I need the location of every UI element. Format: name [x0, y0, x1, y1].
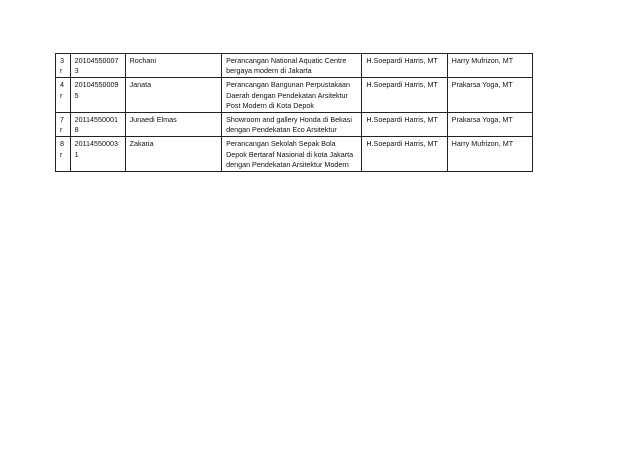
advisor-1: H.Soepardi Harris, MT [362, 113, 447, 137]
table-row [56, 78, 533, 113]
student-id: 201145500031 [70, 137, 125, 172]
advisor-2: Prakarsa Yoga, MT [447, 78, 532, 113]
row-number: 3r [56, 54, 71, 78]
student-name: Janata [125, 78, 222, 113]
student-id: 201045500095 [70, 78, 125, 113]
thesis-table [55, 53, 533, 172]
advisor-1: H.Soepardi Harris, MT [362, 137, 447, 172]
student-name: Junaedi Elmas [125, 113, 222, 137]
student-name: Rochani [125, 54, 222, 78]
table-row [56, 113, 533, 137]
row-number: 4r [56, 78, 71, 113]
row-number: 7r [56, 113, 71, 137]
student-id: 201145500018 [70, 113, 125, 137]
thesis-title: Perancangan Bangunan Perpustakaan Daerah dengan Pendekatan Arsitektur Post Modern di Kota Depok [222, 78, 362, 113]
table-row [56, 54, 533, 78]
thesis-title: Showroom and gallery Honda di Bekasi dengan Pendekatan Eco Arsitektur [222, 113, 362, 137]
advisor-2: Harry Mufrizon, MT [447, 137, 532, 172]
advisor-1: H.Soepardi Harris, MT [362, 54, 447, 78]
row-number: 8r [56, 137, 71, 172]
advisor-1: H.Soepardi Harris, MT [362, 78, 447, 113]
table-row [56, 137, 533, 172]
thesis-title: Perancangan National Aquatic Centre bergaya modern di Jakarta [222, 54, 362, 78]
student-id: 201045500073 [70, 54, 125, 78]
thesis-title: Perancangan Sekolah Sepak Bola Depok Bertaraf Nasional di kota Jakarta dengan Pendekatan Arsitektur Modern [222, 137, 362, 172]
advisor-2: Prakarsa Yoga, MT [447, 113, 532, 137]
student-name: Zakaria [125, 137, 222, 172]
advisor-2: Harry Mufrizon, MT [447, 54, 532, 78]
